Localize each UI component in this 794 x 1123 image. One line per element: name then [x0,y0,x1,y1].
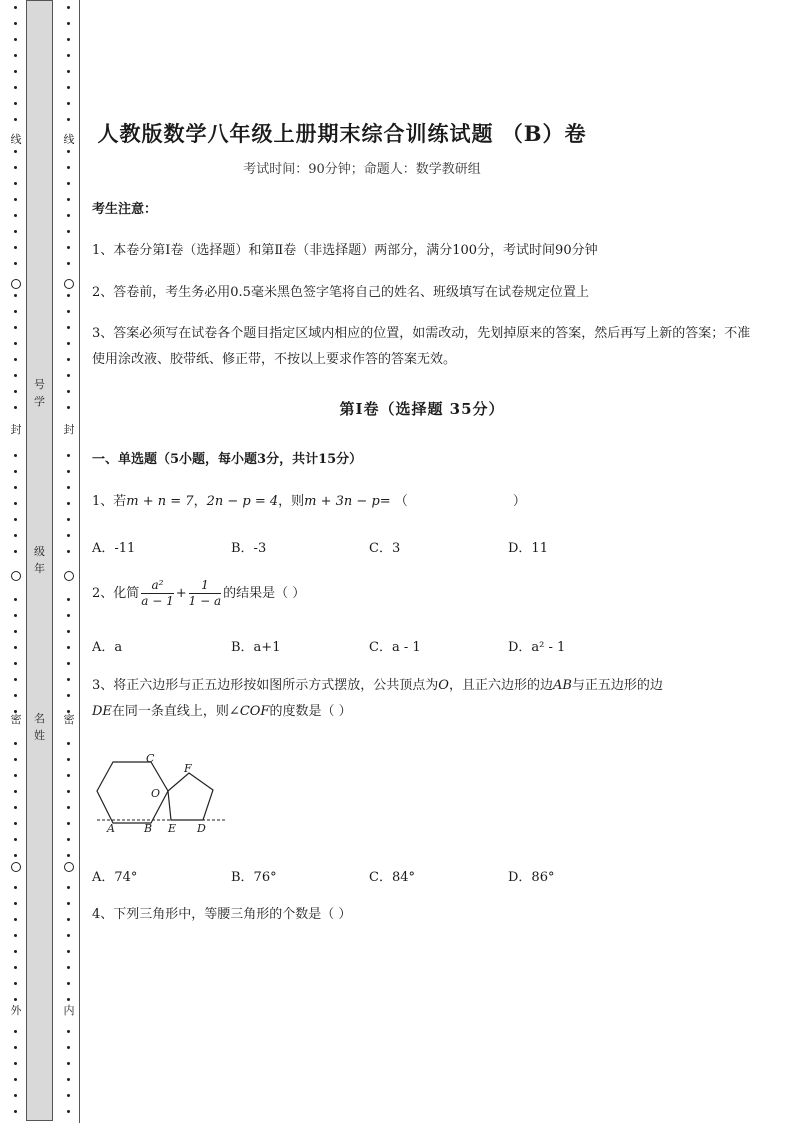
cut-line-marker: 密 [63,713,75,726]
dot [14,70,17,73]
label-f: F [184,762,192,775]
dot [14,1110,17,1113]
q1-middle: ，则 [278,494,305,509]
cut-line-marker: 封 [10,423,22,436]
margin-rule [79,0,80,1123]
q1-condition-1: m + n = 7 [126,494,194,509]
dot [67,1110,70,1113]
dot [67,838,70,841]
dot [14,182,17,185]
dot [14,326,17,329]
q3-angle: ∠COF [228,704,270,719]
circle-marker [11,862,21,872]
q2-fraction-2-numerator: 1 [189,578,221,594]
dot [67,774,70,777]
q2-fraction-2-denominator: 1 − a [188,594,222,608]
dot [14,1046,17,1049]
dot [14,646,17,649]
dot [67,246,70,249]
dot [14,630,17,633]
dot [67,38,70,41]
dot [67,550,70,553]
q3-point-o: O [438,678,449,693]
dot [14,806,17,809]
q3-option-c: C．84° [369,870,415,885]
dot [14,342,17,345]
q3-option-b: B．76° [231,870,277,885]
notice-item-2: 2、答卷前，考生务必用0.5毫米黑色签字笔将自己的姓名、班级填写在试卷规定位置上 [92,285,589,300]
dot [67,86,70,89]
q1-option-b: B．-3 [231,541,267,556]
dot [14,1030,17,1033]
q2-options [92,636,692,656]
dot [14,86,17,89]
q1-option-a: A．-11 [92,541,136,556]
dot [67,918,70,921]
q1-option-d: D．11 [508,541,548,556]
dot [14,22,17,25]
dot [67,1094,70,1097]
dot [14,150,17,153]
dot [67,22,70,25]
dot [14,774,17,777]
question-1 [92,489,752,515]
q1-prefix: 1、若 [92,494,127,509]
dot [67,998,70,1001]
dot [67,758,70,761]
dot [14,614,17,617]
q3-text-4: 在同一条直线上，则 [111,704,229,719]
q2-option-d: D．a² - 1 [508,640,566,655]
q3-text-2: ，且正六边形的边 [448,678,553,693]
dot [14,1062,17,1065]
dot [14,118,17,121]
q2-option-a: A．a [92,640,123,655]
dot [14,742,17,745]
dot [14,518,17,521]
binding-margin [0,0,82,1123]
label-d: D [197,822,206,835]
dot [14,166,17,169]
dot [14,1094,17,1097]
grade-label: 级 年 [34,545,45,575]
dot [67,934,70,937]
dot [14,534,17,537]
section-title: 第I卷（选择题 35分） [339,400,505,418]
q3-options [92,866,692,886]
dot [67,982,70,985]
notice-item-3: 3、答案必须写在试卷各个题目指定区域内相应的位置，如需改动，先划掉原来的答案，然后再写上新的答案；不准使用涂改液、胶带纸、修正带，不按以上要求作答的答案无效。 [92,326,751,367]
dot [67,854,70,857]
dot [67,374,70,377]
q2-option-b: B．a+1 [231,640,281,655]
dot [14,934,17,937]
dot [67,486,70,489]
exam-subtitle: 考试时间：90分钟；命题人：数学教研组 [243,162,481,177]
dot [14,1078,17,1081]
dot [67,70,70,73]
cut-line-marker: 外 [10,1004,22,1017]
dot [67,6,70,9]
dot [14,374,17,377]
cut-line-marker: 线 [10,133,22,146]
q3-text-3: 与正五边形的边 [571,678,663,693]
dot [67,662,70,665]
dot [67,790,70,793]
dot [67,118,70,121]
q3-option-d: D．86° [508,870,555,885]
question-2 [92,577,752,611]
label-b: B [144,822,153,835]
dot [67,54,70,57]
student-number-label: 号 学 [34,378,45,408]
dot [14,262,17,265]
dot [67,310,70,313]
q3-text-5: 的度数是（ ） [269,704,352,719]
dot [67,646,70,649]
cut-line-marker: 封 [63,423,75,436]
dot [67,1046,70,1049]
hexagon-pentagon-figure [95,752,230,840]
q1-close: ） [512,494,526,509]
dot [67,614,70,617]
dot [67,678,70,681]
dot [67,1078,70,1081]
dot [14,758,17,761]
label-a: A [107,822,115,835]
q2-fraction-1-numerator: a² [141,578,173,594]
q3-option-a: A．74° [92,870,138,885]
cut-line-marker: 密 [10,713,22,726]
dot [14,966,17,969]
notice-item-1: 1、本卷分第I卷（选择题）和第Ⅱ卷（非选择题）两部分，满分100分，考试时间90分钟 [92,243,598,258]
circle-marker [11,571,21,581]
dot [67,230,70,233]
dot [67,262,70,265]
dot [14,678,17,681]
notice-heading: 考生注意： [92,202,158,217]
dot [14,214,17,217]
dot [67,534,70,537]
dot [67,406,70,409]
q2-prefix: 2、化简 [92,586,140,601]
dot [67,150,70,153]
pentagon-shape [168,773,213,820]
dot [67,166,70,169]
dot [67,950,70,953]
dot [14,454,17,457]
dot [14,54,17,57]
dot [14,102,17,105]
dot [67,294,70,297]
q1-separator: ， [193,494,207,509]
dot [14,358,17,361]
label-c: C [146,752,155,765]
dot [67,1062,70,1065]
q1-condition-2: 2n − p = 4 [206,494,279,509]
dot [67,806,70,809]
dot [14,6,17,9]
q2-plus: + [175,586,187,601]
question-3 [92,673,752,725]
circle-marker [64,862,74,872]
circle-marker [11,279,21,289]
dot [67,518,70,521]
dot [14,38,17,41]
cut-line-marker: 内 [63,1004,75,1017]
dot [67,886,70,889]
dot [14,294,17,297]
dot [67,502,70,505]
circle-marker [64,571,74,581]
dot [67,470,70,473]
outer-dotted-line [9,0,23,1123]
cut-line-marker: 线 [63,133,75,146]
circle-marker [64,279,74,289]
question-4: 4、下列三角形中，等腰三角形的个数是（ ） [92,907,352,922]
dot [67,742,70,745]
dot [14,950,17,953]
label-o: O [151,787,161,800]
q3-segment-ab: AB [552,678,572,693]
dot [67,390,70,393]
dot [67,326,70,329]
dot [67,454,70,457]
dot [14,902,17,905]
dot [14,246,17,249]
part-heading: 一、单选题（5小题，每小题3分，共计15分） [92,452,363,467]
q3-text-1: 3、将正六边形与正五边形按如图所示方式摆放，公共顶点为 [92,678,439,693]
q2-suffix: 的结果是（ ） [223,586,306,601]
dot [14,550,17,553]
dot [14,790,17,793]
dot [14,998,17,1001]
dot [67,598,70,601]
page-title: 人教版数学八年级上册期末综合训练试题 （B）卷 [97,121,587,146]
dot [67,694,70,697]
inner-dotted-line [62,0,76,1123]
dot [67,198,70,201]
q1-options [92,537,692,557]
dot [14,694,17,697]
q2-fraction-2 [189,578,221,609]
dot [14,822,17,825]
q2-fraction-1 [141,578,173,609]
dot [67,182,70,185]
dot [14,406,17,409]
dot [67,214,70,217]
dot [14,598,17,601]
dot [67,630,70,633]
name-label: 名 姓 [34,712,45,742]
q1-option-c: C．3 [369,541,401,556]
dot [14,854,17,857]
dot [14,502,17,505]
dot [67,102,70,105]
dot [14,230,17,233]
dot [67,966,70,969]
dot [14,918,17,921]
q2-option-c: C．a - 1 [369,640,421,655]
dot [14,470,17,473]
label-e: E [168,822,177,835]
q1-tail: = （ [379,494,408,509]
dot [14,310,17,313]
dot [14,390,17,393]
dot [14,486,17,489]
dot [14,886,17,889]
dot [14,838,17,841]
dot [67,1030,70,1033]
dot [14,198,17,201]
dot [14,982,17,985]
q1-expression: m + 3n − p [304,494,380,509]
q2-fraction-1-denominator: a − 1 [141,594,174,608]
dot [67,902,70,905]
dot [67,342,70,345]
dot [14,662,17,665]
dot [67,822,70,825]
dot [67,358,70,361]
q3-segment-de: DE [92,704,112,719]
